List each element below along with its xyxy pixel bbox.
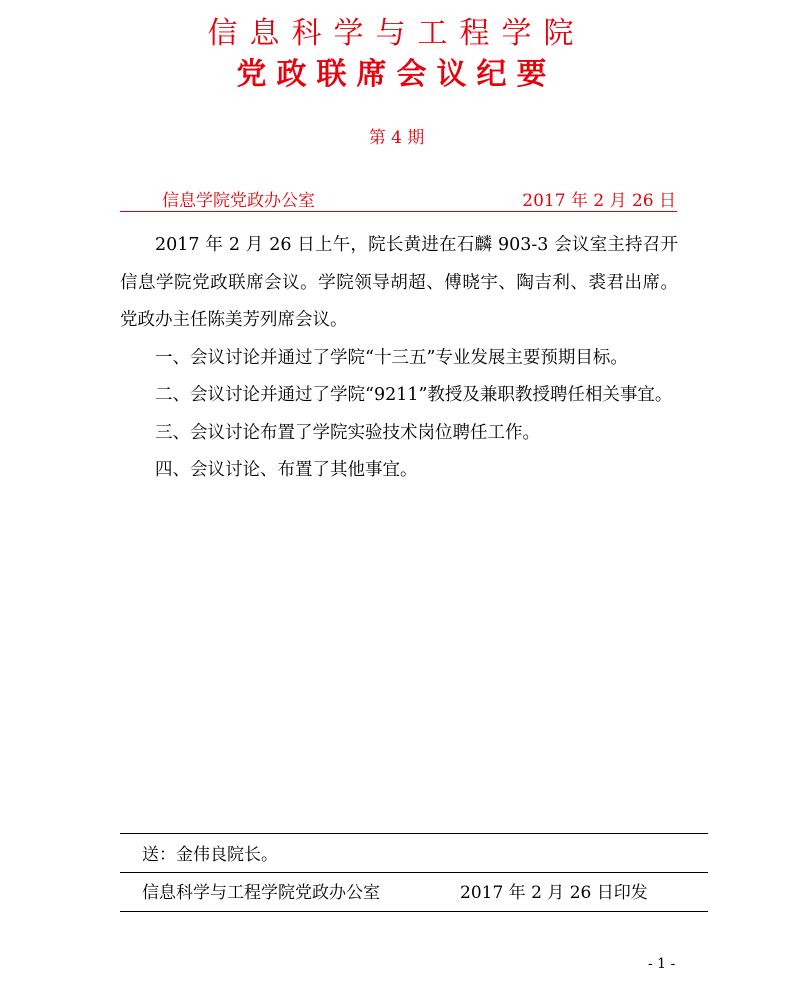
page-number: - 1 -	[648, 956, 676, 972]
paragraph-intro: 2017 年 2 月 26 日上午，院长黄进在石麟 903-3 会议室主持召开信息学院党政联席会议。学院领导胡超、傅晓宇、陶吉利、裘君出席。党政办主任陈美芳列席会议。	[120, 235, 678, 330]
distribution-line: 送：金伟良院长。	[142, 845, 278, 865]
issue-date: 2017 年 2 月 26 日	[522, 191, 676, 211]
footer-divider-middle	[120, 872, 708, 873]
footer-divider-top	[120, 833, 708, 834]
paragraph-item-1: 一、会议讨论并通过了学院“十三五”专业发展主要预期目标。	[155, 347, 628, 368]
paragraph-item-4: 四、会议讨论、布置了其他事宜。	[155, 460, 418, 480]
footer-office: 信息科学与工程学院党政办公室	[142, 883, 380, 903]
header-divider	[120, 211, 677, 212]
print-date: 2017 年 2 月 26 日印发	[460, 883, 648, 903]
document-title: 党政联席会议纪要	[236, 57, 557, 92]
footer-divider-bottom	[120, 911, 708, 912]
paragraph-item-2: 二、会议讨论并通过了学院“9211”教授及兼职教授聘任相关事宜。	[155, 385, 673, 405]
organization-title: 信息科学与工程学院	[207, 16, 586, 51]
minutes-body	[120, 227, 678, 490]
paragraph-item-3: 三、会议讨论布置了学院实验技术岗位聘任工作。	[155, 422, 540, 443]
issue-number: 第 4 期	[368, 128, 425, 148]
issuing-office: 信息学院党政办公室	[162, 191, 315, 211]
